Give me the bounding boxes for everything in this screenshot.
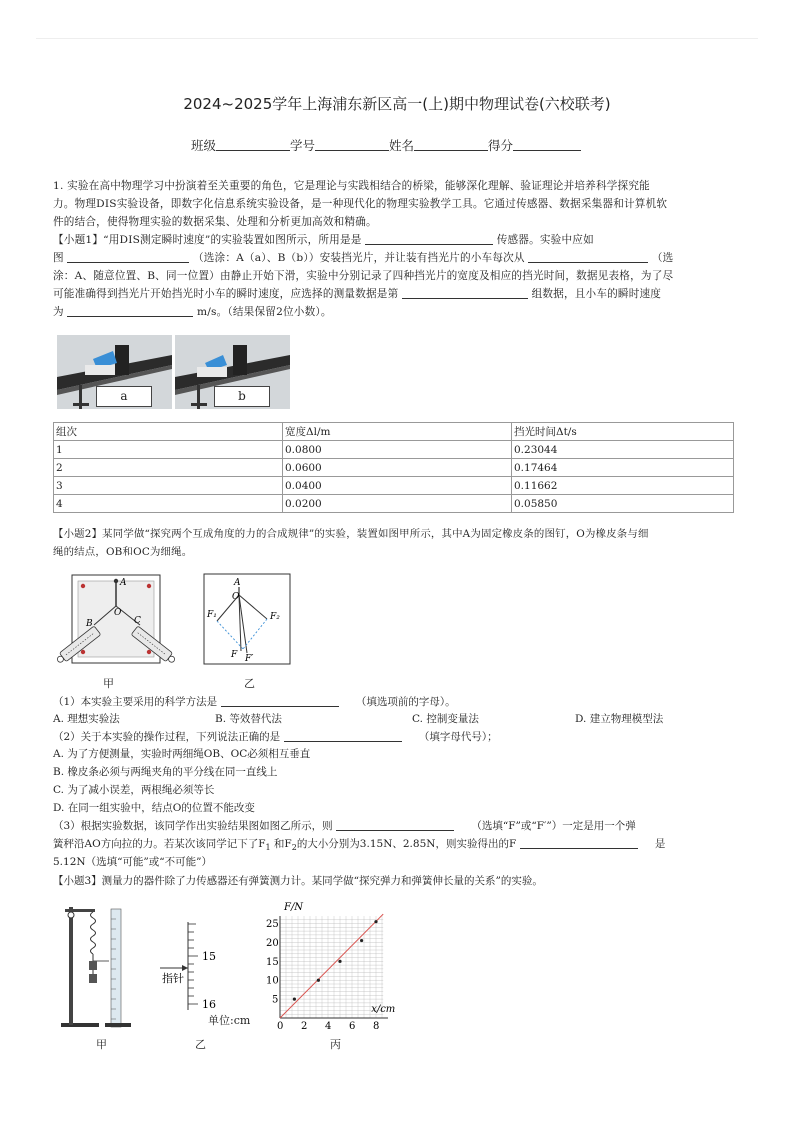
q2-part1 (53, 694, 456, 711)
q1-text: 传感器。实验中应如 (496, 234, 594, 246)
q1-sub1-line (53, 249, 741, 267)
y-tick-label: 15 (266, 956, 279, 968)
score-label: 得分 (488, 138, 514, 153)
header-rule (36, 38, 758, 39)
q3-intro: 【小题3】测量力的器件除了力传感器还有弹簧测力计。某同学做“探究弹力和弹簧伸长量的关系”的实验。 (53, 875, 543, 887)
q2-part2-option-d: D. 在同一组实验中，结点O的位置不能改变 (53, 802, 255, 814)
table-cell: 0.0200 (283, 495, 512, 513)
answer-blank[interactable] (67, 250, 189, 263)
q2-intro-line: 绳的结点，OB和OC为细绳。 (53, 546, 193, 558)
q2-part1-option-b: B. 等效替代法 (215, 713, 282, 725)
table-row (54, 441, 734, 459)
point-o-label: O (114, 608, 122, 618)
name-label: 姓名 (389, 138, 415, 153)
x-tick-label: 0 (277, 1021, 284, 1030)
x-axis-label: x/cm (371, 1004, 396, 1015)
photo-a-label: a (96, 386, 152, 407)
q2-part1-option-d: D. 建立物理模型法 (575, 713, 664, 725)
class-blank[interactable] (216, 138, 290, 151)
table-header-cell: 挡光时间Δt/s (512, 423, 734, 441)
point-b-label: B (86, 619, 93, 629)
q2-text: 簧秤沿AO方向拉的力。若某次该同学记下了F (53, 838, 266, 850)
fit-line (280, 914, 383, 1018)
table-cell: 0.11662 (512, 477, 734, 495)
q2-part2-option-a: A. 为了方便测量，实验时两细绳OB、OC必须相互垂直 (53, 748, 311, 760)
q2-text: （选填“F”或“F′”）一定是用一个弹 (471, 820, 636, 832)
y-axis-label: F/N (284, 902, 304, 913)
table-cell: 3 (54, 477, 283, 495)
figure-q3-yi-caption: 乙 (195, 1038, 206, 1051)
data-point (374, 920, 377, 923)
answer-blank[interactable] (284, 729, 402, 742)
point-c-label: C (134, 616, 141, 626)
name-blank[interactable] (414, 138, 488, 151)
q2-intro (53, 525, 741, 561)
table-header-row (54, 423, 734, 441)
table-row (54, 495, 734, 513)
figure-q3-jia-caption: 甲 (96, 1038, 107, 1051)
id-blank[interactable] (315, 138, 389, 151)
answer-blank[interactable] (336, 818, 454, 831)
score-blank[interactable] (513, 138, 581, 151)
force-extension-chart (262, 900, 402, 1030)
q1-text: m/s。（结果保留2位小数）。 (196, 306, 332, 318)
q2-text: 的大小分别为3.15N、2.85N，则实验得出的F (296, 838, 517, 850)
q1-sub1-line (53, 303, 741, 321)
photo-b-label: b (214, 386, 270, 407)
q1-sub1-line: 涂：A、随意位置、B、同一位置）由静止开始下滑，实验中分别记录了四种挡光片的宽度及相应的挡光时间，数据见表格，为了尽 (53, 270, 674, 282)
figure-jia-caption: 甲 (103, 677, 114, 690)
figure-yi-caption: 乙 (244, 677, 255, 690)
figure-q3-bing-caption: 丙 (330, 1038, 341, 1051)
q2-intro-line: 【小题2】某同学做“探究两个互成角度的力的合成规律”的实验，装置如图甲所示，其中A为固定橡皮条的图钉，O为橡皮条与细 (53, 528, 649, 540)
y-tick-label: 5 (272, 994, 279, 1006)
f1-label: F₁ (207, 610, 217, 620)
table-header-cell: 组次 (54, 423, 283, 441)
q1-text: 【小题1】“用DIS测定瞬时速度”的实验装置如图所示，所用是是 (53, 234, 362, 246)
answer-blank[interactable] (221, 694, 339, 707)
data-point (360, 939, 363, 942)
table-cell: 0.0400 (283, 477, 512, 495)
answer-blank[interactable] (365, 232, 493, 245)
table-cell: 1 (54, 441, 283, 459)
q2-text: 和F (273, 838, 292, 850)
q1-intro-line: 1. 实验在高中物理学习中扮演着至关重要的角色，它是理论与实践相结合的桥梁，能够深化理解、验证理论并培养科学探究能 (53, 180, 650, 192)
subscript: 2 (291, 843, 297, 853)
diagram-a-label: A (234, 578, 241, 588)
table-cell: 2 (54, 459, 283, 477)
table-cell: 4 (54, 495, 283, 513)
q1-text: （选涂：A（a）、B（b））安装挡光片，并让装有挡光片的小车每次从 (192, 252, 525, 264)
y-tick-label: 20 (266, 937, 279, 949)
q2-part1-option-a: A. 理想实验法 (53, 713, 120, 725)
q2-text: （填选项前的字母）。 (355, 696, 456, 708)
q2-text: （填字母代号）； (418, 731, 498, 743)
pointer-label: 指针 (162, 972, 184, 985)
diagram-o-label: O (232, 592, 240, 602)
answer-blank[interactable] (528, 250, 648, 263)
q1-text: （选 (651, 252, 674, 264)
x-tick-label: 6 (349, 1021, 356, 1030)
ruler-tick-15: 15 (202, 950, 216, 963)
y-tick-label: 10 (266, 975, 279, 987)
q1-text: 可能准确得到挡光片开始挡光时小车的瞬时速度，应选择的测量数据是第 (53, 288, 399, 300)
data-point (293, 998, 296, 1001)
q2-text: （2）关于本实验的操作过程，下列说法正确的是 (53, 731, 281, 743)
q2-part2 (53, 729, 498, 746)
table-cell: 0.23044 (512, 441, 734, 459)
q2-part2-option-b: B. 橡皮条必须与两绳夹角的平分线在同一直线上 (53, 766, 278, 778)
table-header-cell: 宽度Δl/m (283, 423, 512, 441)
f-prime-label: F′ (245, 654, 254, 664)
point-a-label: A (120, 578, 127, 588)
f2-label: F₂ (270, 612, 280, 622)
force-parallelogram-figure (203, 573, 291, 665)
ruler-unit: 单位:cm (208, 1014, 251, 1027)
q1-text: 为 (53, 306, 64, 318)
q1-text: 组数据，且小车的瞬时速度 (531, 288, 662, 300)
page-title: 2024~2025学年上海浦东新区高一(上)期中物理试卷(六校联考) (183, 95, 611, 113)
spring-stand-figure (55, 903, 135, 1031)
table-cell: 0.0800 (283, 441, 512, 459)
ruler-tick-16: 16 (202, 998, 216, 1011)
q1-text: 图 (53, 252, 64, 264)
data-point (317, 979, 320, 982)
q1-intro (53, 177, 741, 321)
q1-intro-line: 力。物理DIS实验设备，即数字化信息系统实验设备，是一种现代化的物理实验教学工具。它通过传感器、数据采集器和计算机软 (53, 198, 668, 210)
student-info-row (191, 136, 581, 154)
q2-part3-line1 (53, 818, 636, 835)
y-tick-label: 25 (266, 919, 279, 931)
answer-blank[interactable] (520, 836, 638, 849)
q2-part2-option-c: C. 为了减小误差，两根绳必须等长 (53, 784, 215, 796)
q2-text: 是 (654, 838, 666, 850)
data-point (338, 960, 341, 963)
q1-sub1-line (53, 285, 741, 303)
table-row (54, 459, 734, 477)
q2-part3-line3: 5.12N（选填“可能”或“不可能”） (53, 856, 213, 868)
id-label: 学号 (290, 138, 316, 153)
table-cell: 0.0600 (283, 459, 512, 477)
f-label: F (231, 650, 238, 660)
measurement-table (53, 422, 734, 513)
q2-part1-option-c: C. 控制变量法 (412, 713, 479, 725)
q1-sub1-line (53, 231, 741, 249)
answer-blank[interactable] (67, 304, 193, 317)
table-cell: 0.05850 (512, 495, 734, 513)
subscript: 1 (265, 843, 271, 853)
class-label: 班级 (191, 138, 217, 153)
answer-blank[interactable] (402, 286, 528, 299)
ruler-figure (158, 920, 258, 1012)
q2-text: （3）根据实验数据，该同学作出实验结果图如图乙所示，则 (53, 820, 333, 832)
table-row (54, 477, 734, 495)
table-cell: 0.17464 (512, 459, 734, 477)
x-tick-label: 8 (373, 1021, 380, 1030)
q2-text: （1）本实验主要采用的科学方法是 (53, 696, 218, 708)
q1-intro-line: 件的结合，使得物理实验的数据采集、处理和分析更加高效和精确。 (53, 216, 377, 228)
force-board-figure (52, 573, 182, 673)
x-tick-label: 2 (301, 1021, 308, 1030)
x-tick-label: 4 (325, 1021, 332, 1030)
